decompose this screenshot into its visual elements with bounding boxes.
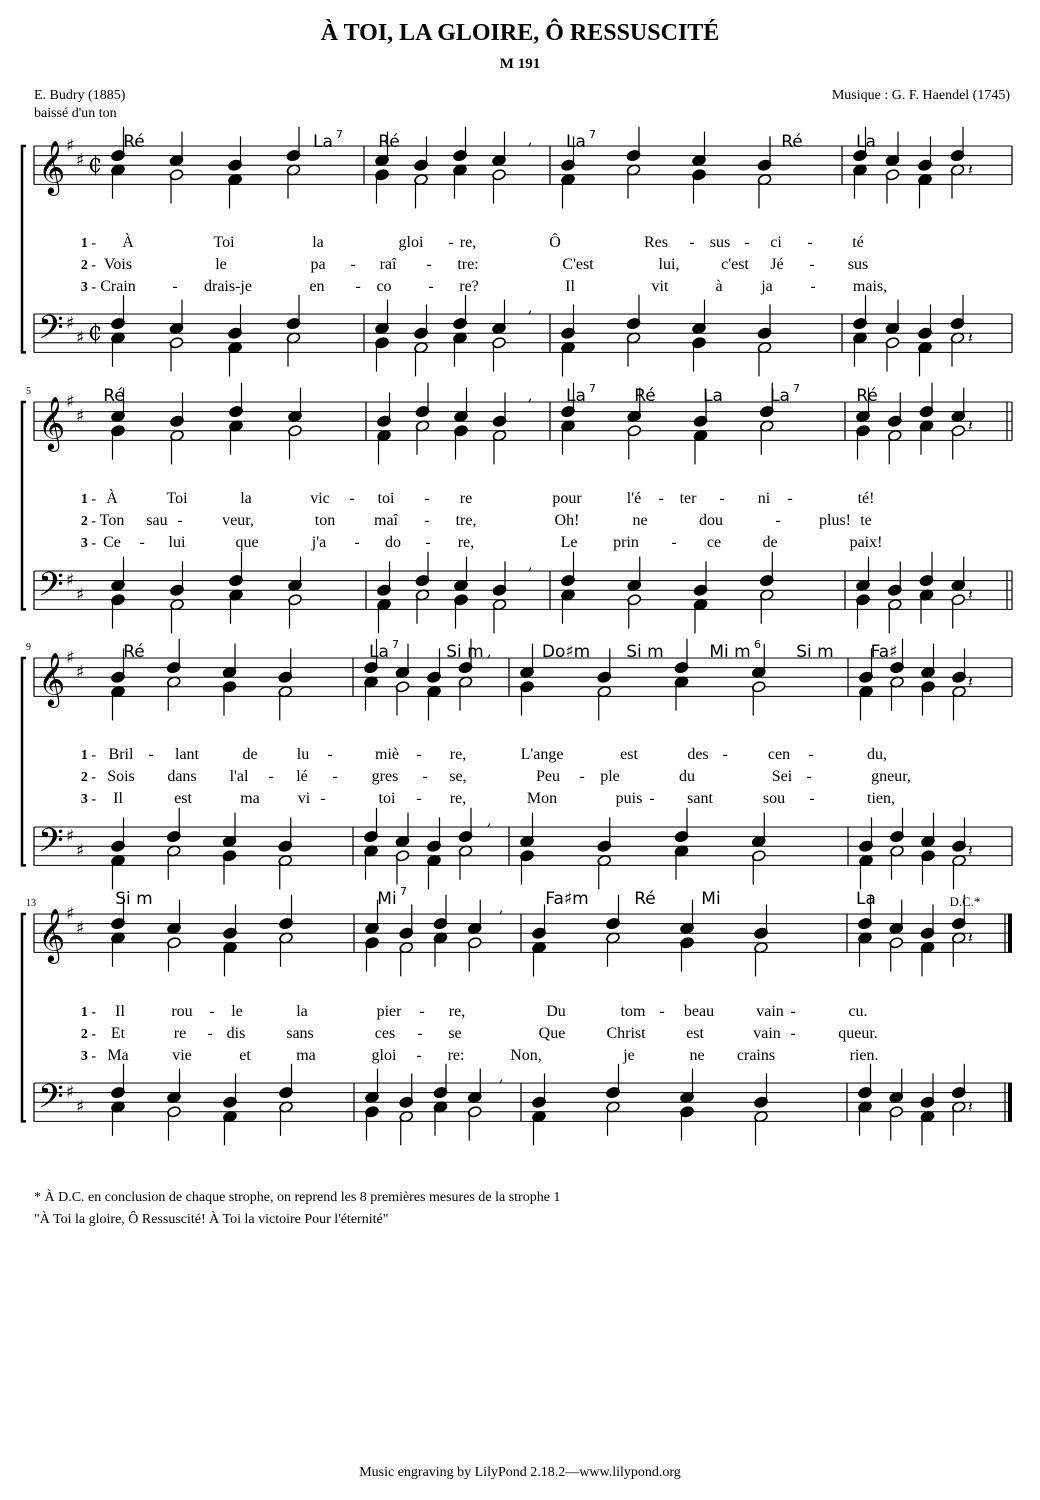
lyric-syllable: lui, [658,256,680,273]
chord-symbol: Mi m [709,642,751,662]
lyric-syllable: - [424,512,430,529]
lyric-syllable: re [459,490,473,507]
lyric-syllable: - [448,234,454,251]
lyric-syllable: pour [552,490,582,507]
lyric-syllable: te [860,512,872,529]
lyric-syllable: miè [375,746,399,763]
lyric-syllable: j'a [311,534,327,551]
lyric-syllable: - [320,790,326,807]
chord-superscript: 7 [589,382,596,395]
lyric-syllable: le [215,256,227,273]
chord-symbol: La [566,132,586,152]
lyric-syllable: l'é [626,490,642,507]
lyric-syllable: lu [296,746,310,763]
lyric-syllable: ce [706,534,722,551]
lyric-syllable: - [809,256,815,273]
lyric-syllable: crains [736,1047,776,1064]
lyric-syllable: Bril [108,746,134,763]
lyric-syllable: - [148,746,154,763]
lyric-syllable: vit [651,278,669,295]
lyric-syllable: - [808,746,814,763]
system-bracket [22,402,26,609]
rest-icon: 𝄽 [968,327,973,347]
lyric-syllable: Jé [770,256,784,273]
chord-symbol: Ré [856,386,878,406]
lyric-syllable: Mon [526,790,558,807]
lyric-syllable: sans [286,1025,314,1042]
key-sharp-icon: ♯ [76,918,85,939]
lyric-syllable: - [419,1003,425,1020]
lyric-syllable: toi [377,490,395,507]
lyric-syllable: Ma [107,1047,129,1064]
lyric-syllable: re, [448,1003,466,1020]
key-sharp-icon: ♯ [76,841,85,861]
lyric-syllable: - [810,278,816,295]
chord-symbol: Fa♯m [545,889,589,909]
lyric-syllable: À [106,490,118,507]
lyric-syllable: vain [756,1003,784,1020]
lyric-syllable: beau [683,1003,715,1020]
key-sharp-icon: ♯ [76,585,85,605]
lyric-syllable: je [623,1047,635,1064]
chord-superscript: 7 [793,382,800,395]
treble-clef-icon: 𝄞 [38,651,66,706]
lyric-syllable: Non, [510,1047,542,1064]
lyric-syllable: - [422,768,428,785]
lyric-syllable: - [722,746,728,763]
lyric-syllable: - [426,256,432,273]
lyric-syllable: la [240,490,252,507]
lyric-syllable: sus [709,234,731,251]
verse-number: 2 - [80,770,96,785]
lyric-syllable: l'al [229,768,249,785]
chord-symbol: Ré [123,132,145,152]
lyric-syllable: c'est [721,256,749,273]
verse-number: 2 - [80,1027,96,1042]
lyric-syllable: - [416,790,422,807]
lyric-syllable: se, [449,768,467,785]
system-bracket [22,658,26,865]
lyric-syllable: paix! [849,534,883,551]
lyric-syllable: vain [753,1025,781,1042]
lyric-syllable: la [312,234,324,251]
chord-symbol: La [856,889,876,909]
key-sharp-icon: ♯ [76,406,85,427]
lyric-syllable: re, [457,534,475,551]
lyric-syllable: do [385,534,401,551]
chord-symbol: Mi [377,889,397,909]
lyric-syllable: - [787,490,793,507]
rest-icon: 𝄽 [968,415,973,435]
lyric-syllable: toi [378,790,396,807]
lyric-syllable: est [620,746,638,763]
breath-mark-icon: , [499,1069,504,1085]
lyric-syllable: Oh! [554,512,580,529]
lyric-syllable: - [209,1003,215,1020]
lyric-syllable: ple [600,768,620,785]
chord-symbol: Mi [701,889,721,909]
lyric-syllable: est [174,790,192,807]
lyric-syllable: est [686,1025,704,1042]
lyric-syllable: ni [757,490,771,507]
bass-clef-icon: 𝄢 [38,308,64,355]
breath-mark-icon: , [528,388,533,404]
chord-symbol: La [856,132,876,152]
verse-number: 1 - [80,236,96,251]
system-bracket [22,914,26,1121]
lyric-syllable: gneur, [871,768,911,785]
lyric-syllable: - [671,534,677,551]
lyric-syllable: Toi [213,234,235,251]
chord-symbol: Ré [378,132,400,152]
lyric-syllable: Crain [100,278,136,295]
lyric-syllable: ci [770,234,782,251]
lyric-syllable: sus [847,256,869,273]
chord-symbol: La [369,642,389,662]
lyric-syllable: le [231,1003,243,1020]
lyric-syllable: re, [449,790,467,807]
lyric-syllable: Toi [166,490,188,507]
breath-mark-icon: , [528,132,533,148]
lyric-syllable: ton [314,512,336,529]
key-sharp-icon: ♯ [66,648,75,668]
chord-symbol: Si m [796,642,834,662]
bass-clef-icon: 𝄢 [38,565,64,612]
lyricist: E. Budry (1885) [34,88,126,103]
lyric-syllable: - [424,490,430,507]
measure-number: 5 [26,386,31,397]
lyric-syllable: Res [644,234,668,251]
lyric-syllable: cen [767,746,791,763]
lyric-syllable: Ce [103,534,121,551]
chord-symbol: Ré [123,642,145,662]
hymn-number: M 191 [499,56,541,72]
lyric-syllable: des [687,746,709,763]
lyric-syllable: Ton [99,512,125,529]
lyric-syllable: - [172,278,178,295]
lyric-syllable: - [744,234,750,251]
lyric-syllable: vie [172,1047,192,1064]
lyric-syllable: lant [175,746,199,763]
da-capo-mark: D.C.* [949,894,981,909]
lyric-syllable: - [332,768,338,785]
verse-number: 3 - [80,280,96,295]
chord-symbol: La [566,386,586,406]
chord-superscript: 7 [336,128,343,141]
breath-mark-icon: , [487,813,492,829]
lyric-syllable: rien. [849,1047,879,1064]
lyric-syllable: dans [167,768,197,785]
lyric-syllable: Que [538,1025,566,1042]
lyric-syllable: - [719,490,725,507]
lyric-syllable: - [649,790,655,807]
lyric-syllable: ces [374,1025,396,1042]
cut-time-icon: ₵ [88,321,102,347]
breath-mark-icon: , [499,900,504,916]
lyric-syllable: lé [296,768,308,785]
rest-icon: 𝄽 [968,927,973,947]
footnote-refrain: "À Toi la gloire, Ô Ressuscité! À Toi la victoire Pour l'éternité" [34,1212,389,1227]
chord-symbol: Si m [626,642,664,662]
lyric-syllable: - [416,746,422,763]
lyric-syllable: rou [171,1003,193,1020]
lyric-syllable: tien, [867,790,895,807]
lyric-syllable: - [349,490,355,507]
lyric-syllable: de [762,534,778,551]
lyric-syllable: - [268,768,274,785]
key-sharp-icon: ♯ [66,136,75,156]
chord-symbol: Si m [115,889,153,909]
lyric-syllable: - [790,1003,796,1020]
lyric-syllable: maî [374,512,398,529]
lyric-syllable: dou [699,512,723,529]
lyric-syllable: - [355,278,361,295]
lyric-syllable: - [139,534,145,551]
lyric-syllable: dis [226,1025,246,1042]
rest-icon: 𝄽 [968,671,973,691]
lyric-syllable: té! [857,490,875,507]
lyric-syllable: gloi [371,1047,397,1064]
lyric-syllable: sau [146,512,168,529]
lyric-syllable: - [806,768,812,785]
lyric-syllable: re, [459,234,477,251]
key-sharp-icon: ♯ [76,662,85,683]
lyric-syllable: - [207,1025,213,1042]
lyric-syllable: vic [310,490,330,507]
lyric-syllable: sou [762,790,786,807]
lyric-syllable: tre, [455,512,477,529]
lyric-syllable: la [296,1003,308,1020]
composer: Musique : G. F. Haendel (1745) [831,88,1010,103]
key-sharp-icon: ♯ [76,1097,85,1117]
engraving-credit: Music engraving by LilyPond 2.18.2—www.lilypond.org [359,1465,681,1480]
chord-superscript: 6 [754,638,761,651]
lyric-syllable: L'ange [520,746,564,763]
chord-symbol: La [770,386,790,406]
lyric-syllable: - [350,256,356,273]
breath-mark-icon: , [487,644,492,660]
lyric-syllable: du, [867,746,887,763]
key-sharp-icon: ♯ [66,392,75,412]
lyric-syllable: se [448,1025,462,1042]
lyric-syllable: re [173,1025,187,1042]
chord-symbol: Ré [634,889,656,909]
chord-symbol: La [313,132,333,152]
bass-clef-icon: 𝄢 [38,821,64,868]
verse-number: 1 - [80,1005,96,1020]
lyric-syllable: à [715,278,723,295]
lyric-syllable: - [327,746,333,763]
lyric-syllable: té [852,234,864,251]
lyric-syllable: - [658,490,664,507]
measure-number: 9 [26,642,31,653]
lyric-syllable: Vois [103,256,133,273]
verse-number: 2 - [80,514,96,529]
cut-time-icon: ₵ [88,153,102,179]
lyric-syllable: co [376,278,392,295]
rest-icon: 𝄽 [968,584,973,604]
lyric-syllable: Sei [771,768,793,785]
chord-symbol: La [703,386,723,406]
lyric-syllable: Et [110,1025,126,1042]
lyric-syllable: Il [113,790,123,807]
treble-clef-icon: 𝄞 [38,139,66,194]
lyric-syllable: raî [379,256,397,273]
chord-symbol: Do♯m [541,642,591,662]
hymn-title: À TOI, LA GLOIRE, Ô RESSUSCITÉ [320,20,720,46]
chord-symbol: Si m [446,642,484,662]
chord-superscript: 7 [589,128,596,141]
lyric-syllable: sant [687,790,713,807]
lyric-syllable: - [807,234,813,251]
lyric-syllable: et [239,1047,251,1064]
lyric-syllable: - [416,1047,422,1064]
verse-number: 1 - [80,748,96,763]
chord-superscript: 7 [400,885,407,898]
lyric-syllable: drais-je [204,278,252,295]
treble-clef-icon: 𝄞 [38,395,66,450]
lyric-syllable: ma [296,1047,316,1064]
verse-number: 3 - [80,792,96,807]
bass-clef-icon: 𝄢 [38,1077,64,1124]
lyric-syllable: - [659,1003,665,1020]
lyric-syllable: Du [546,1003,566,1020]
lyric-syllable: queur. [838,1025,878,1042]
chord-symbol: Fa♯ [870,642,898,662]
lyric-syllable: ter [679,490,697,507]
rest-icon: 𝄽 [968,159,973,179]
lyric-syllable: - [579,768,585,785]
key-sharp-icon: ♯ [76,150,85,171]
lyric-syllable: Le [560,534,578,551]
transposition-note: baissé d'un ton [34,106,117,121]
lyric-syllable: - [775,512,781,529]
verse-number: 2 - [80,258,96,273]
lyric-syllable: - [428,278,434,295]
lyric-syllable: re: [447,1047,465,1064]
lyric-syllable: Ô [549,234,561,251]
lyric-syllable: Il [565,278,575,295]
lyric-syllable: tom [620,1003,646,1020]
chord-symbol: Ré [634,386,656,406]
lyric-syllable: ne [689,1047,705,1064]
verse-number: 3 - [80,1049,96,1064]
lyric-syllable: pier [376,1003,402,1020]
breath-mark-icon: , [528,300,533,316]
treble-clef-icon: 𝄞 [38,907,66,962]
lyric-syllable: - [689,234,695,251]
verse-number: 3 - [80,536,96,551]
lyric-syllable: puis [615,790,643,807]
lyric-syllable: prin [613,534,639,551]
rest-icon: 𝄽 [968,840,973,860]
lyric-syllable: - [790,1025,796,1042]
key-sharp-icon: ♯ [66,313,75,334]
lyric-syllable: gres [371,768,399,785]
lyric-syllable: gloi [398,234,424,251]
chord-symbol: Ré [103,386,125,406]
verse-number: 1 - [80,492,96,507]
key-sharp-icon: ♯ [66,570,75,591]
lyric-syllable: C'est [562,256,594,273]
lyric-syllable: - [809,790,815,807]
lyric-syllable: - [417,1025,423,1042]
lyric-syllable: mais, [852,278,888,295]
lyric-syllable: cu. [848,1003,868,1020]
breath-mark-icon: , [528,557,533,573]
footnote-dc: * À D.C. en conclusion de chaque strophe, on reprend les 8 premières mesures de la strophe 1 [34,1190,561,1205]
lyric-syllable: veur, [222,512,254,529]
lyric-syllable: tre: [457,256,479,273]
lyric-syllable: - [354,534,360,551]
chord-symbol: Ré [781,132,803,152]
lyric-syllable: lui [168,534,186,551]
key-sharp-icon: ♯ [66,1082,75,1103]
chord-superscript: 7 [392,638,399,651]
lyric-syllable: ne [632,512,648,529]
lyric-syllable: ma [240,790,260,807]
lyric-syllable: vi [297,790,311,807]
lyric-syllable: Sois [107,768,135,785]
lyric-syllable: que [235,534,259,551]
lyric-syllable: re? [459,278,479,295]
lyric-syllable: À [122,234,134,251]
lyric-syllable: de [242,746,258,763]
lyric-syllable: Peu [536,768,560,785]
measure-number: 13 [26,898,36,909]
lyric-syllable: du [679,768,695,785]
lyric-syllable: Il [115,1003,125,1020]
system-bracket [22,146,26,352]
lyric-syllable: pa [310,256,326,273]
key-sharp-icon: ♯ [76,328,85,348]
key-sharp-icon: ♯ [66,826,75,847]
lyric-syllable: en [309,278,325,295]
lyric-syllable: re, [449,746,467,763]
lyric-syllable: - [425,534,431,551]
lyric-syllable: plus! [819,512,851,529]
lyric-syllable: Christ [606,1025,646,1042]
key-sharp-icon: ♯ [66,904,75,924]
lyric-syllable: ja [761,278,773,295]
lyric-syllable: - [177,512,183,529]
rest-icon: 𝄽 [968,1096,973,1116]
